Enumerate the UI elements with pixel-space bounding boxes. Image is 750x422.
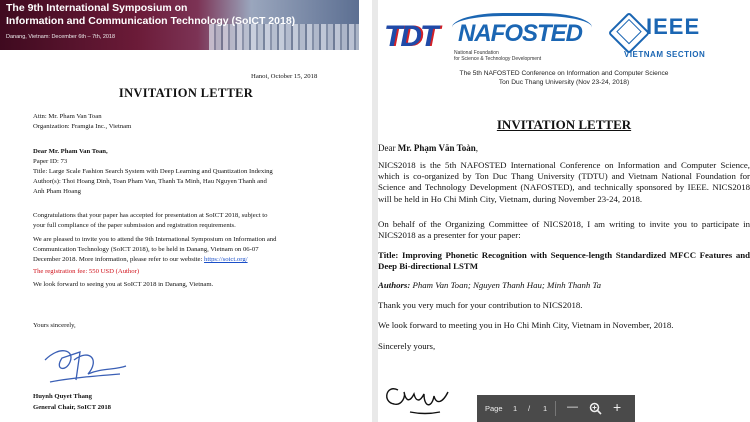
soict-banner (0, 0, 359, 50)
left-closing: Yours sincerely, (33, 322, 76, 329)
paper-id: Paper ID: 73 (33, 158, 68, 165)
ieee-diamond-icon (608, 12, 650, 54)
left-signature-image (40, 340, 130, 388)
nafosted-logo-text: NAFOSTED (458, 20, 582, 47)
salutation-prefix: Dear (378, 143, 398, 153)
left-paper-title: Title: Large Scale Fashion Search System with Deep Learning and Quantization Indexing (33, 168, 273, 175)
left-salutation: Dear Mr. Pham Van Toan, (33, 148, 108, 155)
right-signature-image (380, 368, 460, 418)
invite-line3 (33, 256, 248, 264)
banner-line3: Danang, Vietnam: December 6th – 7th, 2018 (6, 34, 116, 40)
congrats-line2: your full compliance of the paper submission and registration requirements. (33, 222, 236, 229)
current-page-input[interactable]: 1 (513, 404, 518, 413)
right-paper-title: Title: Improving Phonetic Recognition with Sequence-length Standardized MFCC Features and Deep Bi-directional LSTM (378, 250, 750, 272)
left-authors-line1: Author(s): Thoi Hoang Dinh, Toan Pham Van, Thanh Ta Minh, Hau Nguyen Thanh and (33, 178, 267, 185)
right-salutation (378, 143, 478, 153)
conference-line1: The 5th NAFOSTED Conference on Information and Computer Science (459, 70, 669, 77)
attn-line: Attn: Mr. Pham Van Toan (33, 113, 102, 120)
city-skyline-image (209, 24, 359, 50)
right-letter-title: INVITATION LETTER (496, 117, 632, 132)
pdf-viewer-toolbar (477, 395, 635, 422)
total-pages: 1 (543, 404, 548, 413)
tdt-logo (384, 20, 436, 54)
right-thanks: Thank you very much for your contribution to NICS2018. (378, 300, 583, 310)
website-link[interactable]: https://soict.org/ (204, 256, 248, 263)
zoom-fit-icon[interactable] (589, 402, 602, 415)
right-para1: NICS2018 is the 5th NAFOSTED International Conference on Information and Computer Science, which is co-organized by Ton Duc Thang University (TDTU) and Vietnam National Foundation for Science and Technology Development (NAFOSTED), and technically sponsored by IEEE. NICS2018 will be held in Ho Chi Minh City, Vietnam, during November 23-24, 2018. (378, 160, 750, 204)
invite-line3-text: December 2018. More information, please refer to our website: (33, 256, 205, 263)
nafosted-sub1: National Foundation (454, 50, 499, 56)
letter-date: Hanoi, October 15, 2018 (251, 73, 318, 80)
organization-line: Organization: Framgia Inc., Vietnam (33, 123, 132, 130)
right-look-forward: We look forward to meeting you in Ho Chi Minh City, Vietnam in November, 2018. (378, 320, 674, 330)
banner-line2: Information and Communication Technology (SoICT 2018) (6, 15, 296, 27)
ieee-logo-text: IEEE (646, 14, 701, 39)
left-authors-line2: Anh Pham Hoang (33, 188, 81, 195)
zoom-out-button[interactable]: — (567, 401, 578, 413)
right-authors (378, 280, 601, 290)
right-invitation-letter (378, 0, 750, 422)
conference-line2: Ton Duc Thang University (Nov 23-24, 2018) (498, 79, 630, 86)
left-look-forward: We look forward to seeing you at SoICT 2018 in Danang, Vietnam. (33, 281, 214, 288)
banner-line1: The 9th International Symposium on (6, 2, 188, 14)
left-invitation-letter (0, 0, 372, 422)
signer-name: Huynh Quyet Thang (33, 393, 92, 400)
invite-line1: We are pleased to invite you to attend the 9th International Symposium on Information and (33, 236, 277, 243)
ieee-section: VIETNAM SECTION (624, 50, 706, 59)
page-separator: / (528, 404, 531, 413)
page-label: Page (485, 404, 503, 413)
zoom-in-button[interactable]: + (613, 399, 622, 415)
tdt-logo-text: TDT (384, 20, 437, 53)
signer-title: General Chair, SoICT 2018 (33, 404, 112, 411)
registration-fee: The registration fee: 550 USD (Author) (33, 268, 140, 275)
authors-names: Pham Van Toan; Nguyen Thanh Hau; Minh Thanh Ta (410, 280, 601, 290)
right-para2: On behalf of the Organizing Committee of NICS2018, I am writing to invite you to participate in NICS2018 as a presenter for your paper: (378, 219, 750, 241)
authors-label: Authors: (378, 280, 411, 290)
left-letter-title: INVITATION LETTER (118, 86, 254, 100)
toolbar-divider (555, 401, 556, 416)
congrats-line1: Congratulations that your paper has accepted for presentation at SoICT 2018, subject to (33, 212, 268, 219)
right-closing: Sincerely yours, (378, 341, 436, 351)
nafosted-sub2: for Science & Technology Development (454, 56, 542, 62)
salutation-name: Mr. Phạm Văn Toàn (397, 143, 476, 153)
salutation-suffix: , (475, 143, 479, 153)
invite-line2: Communication Technology (SoICT 2018), to be held in Danang, Vietnam on 06-07 (33, 246, 259, 253)
